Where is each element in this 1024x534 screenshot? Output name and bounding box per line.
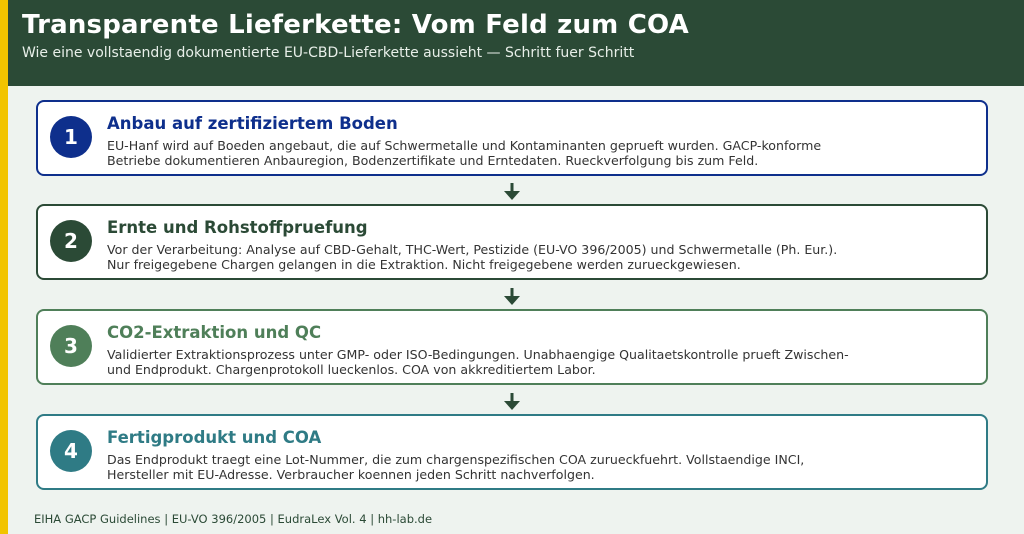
step-title: CO2-Extraktion und QC — [107, 323, 322, 342]
arrow-down-icon — [504, 288, 520, 306]
step-title: Anbau auf zertifiziertem Boden — [107, 114, 398, 133]
arrow-down-icon — [504, 183, 520, 201]
step-number-badge: 3 — [50, 325, 92, 367]
step-number-badge: 4 — [50, 430, 92, 472]
page-subtitle: Wie eine vollstaendig dokumentierte EU-CBD-Lieferkette aussieht — Schritt fuer Schritt — [22, 45, 635, 61]
step-title: Ernte und Rohstoffpruefung — [107, 218, 368, 237]
step-description: Vor der Verarbeitung: Analyse auf CBD-Gehalt, THC-Wert, Pestizide (EU-VO 396/2005) und Schwermetalle (Ph. Eur.). Nur freigegebene Chargen gelangen in die Extraktion. Nicht freigegebene werden zurueckgewiesen. — [107, 242, 838, 272]
step-description: Validierter Extraktionsprozess unter GMP- oder ISO-Bedingungen. Unabhaengige Qualitaetskontrolle prueft Zwischen- und Endprodukt. Chargenprotokoll lueckenlos. COA von akkreditiertem Labor. — [107, 347, 849, 377]
header — [8, 0, 1024, 86]
step-card-2 — [36, 204, 988, 280]
arrow-down-icon — [504, 393, 520, 411]
step-number-badge: 1 — [50, 116, 92, 158]
page-title: Transparente Lieferkette: Vom Feld zum COA — [22, 10, 689, 40]
step-card-3 — [36, 309, 988, 385]
step-card-1 — [36, 100, 988, 176]
step-card-4 — [36, 414, 988, 490]
footer-sources: EIHA GACP Guidelines | EU-VO 396/2005 | EudraLex Vol. 4 | hh-lab.de — [34, 512, 433, 526]
step-title: Fertigprodukt und COA — [107, 428, 322, 447]
step-description: EU-Hanf wird auf Boeden angebaut, die auf Schwermetalle und Kontaminanten geprueft wurden. GACP-konforme Betriebe dokumentieren Anbauregion, Bodenzertifikate und Erntedaten. Rueckverfolgung bis zum Feld. — [107, 138, 822, 168]
step-description: Das Endprodukt traegt eine Lot-Nummer, die zum chargenspezifischen COA zurueckfuehrt. Vollstaendige INCI, Hersteller mit EU-Adresse. Verbraucher koennen jeden Schritt nachverfolgen. — [107, 452, 805, 482]
accent-bar — [0, 0, 8, 534]
step-number-badge: 2 — [50, 220, 92, 262]
